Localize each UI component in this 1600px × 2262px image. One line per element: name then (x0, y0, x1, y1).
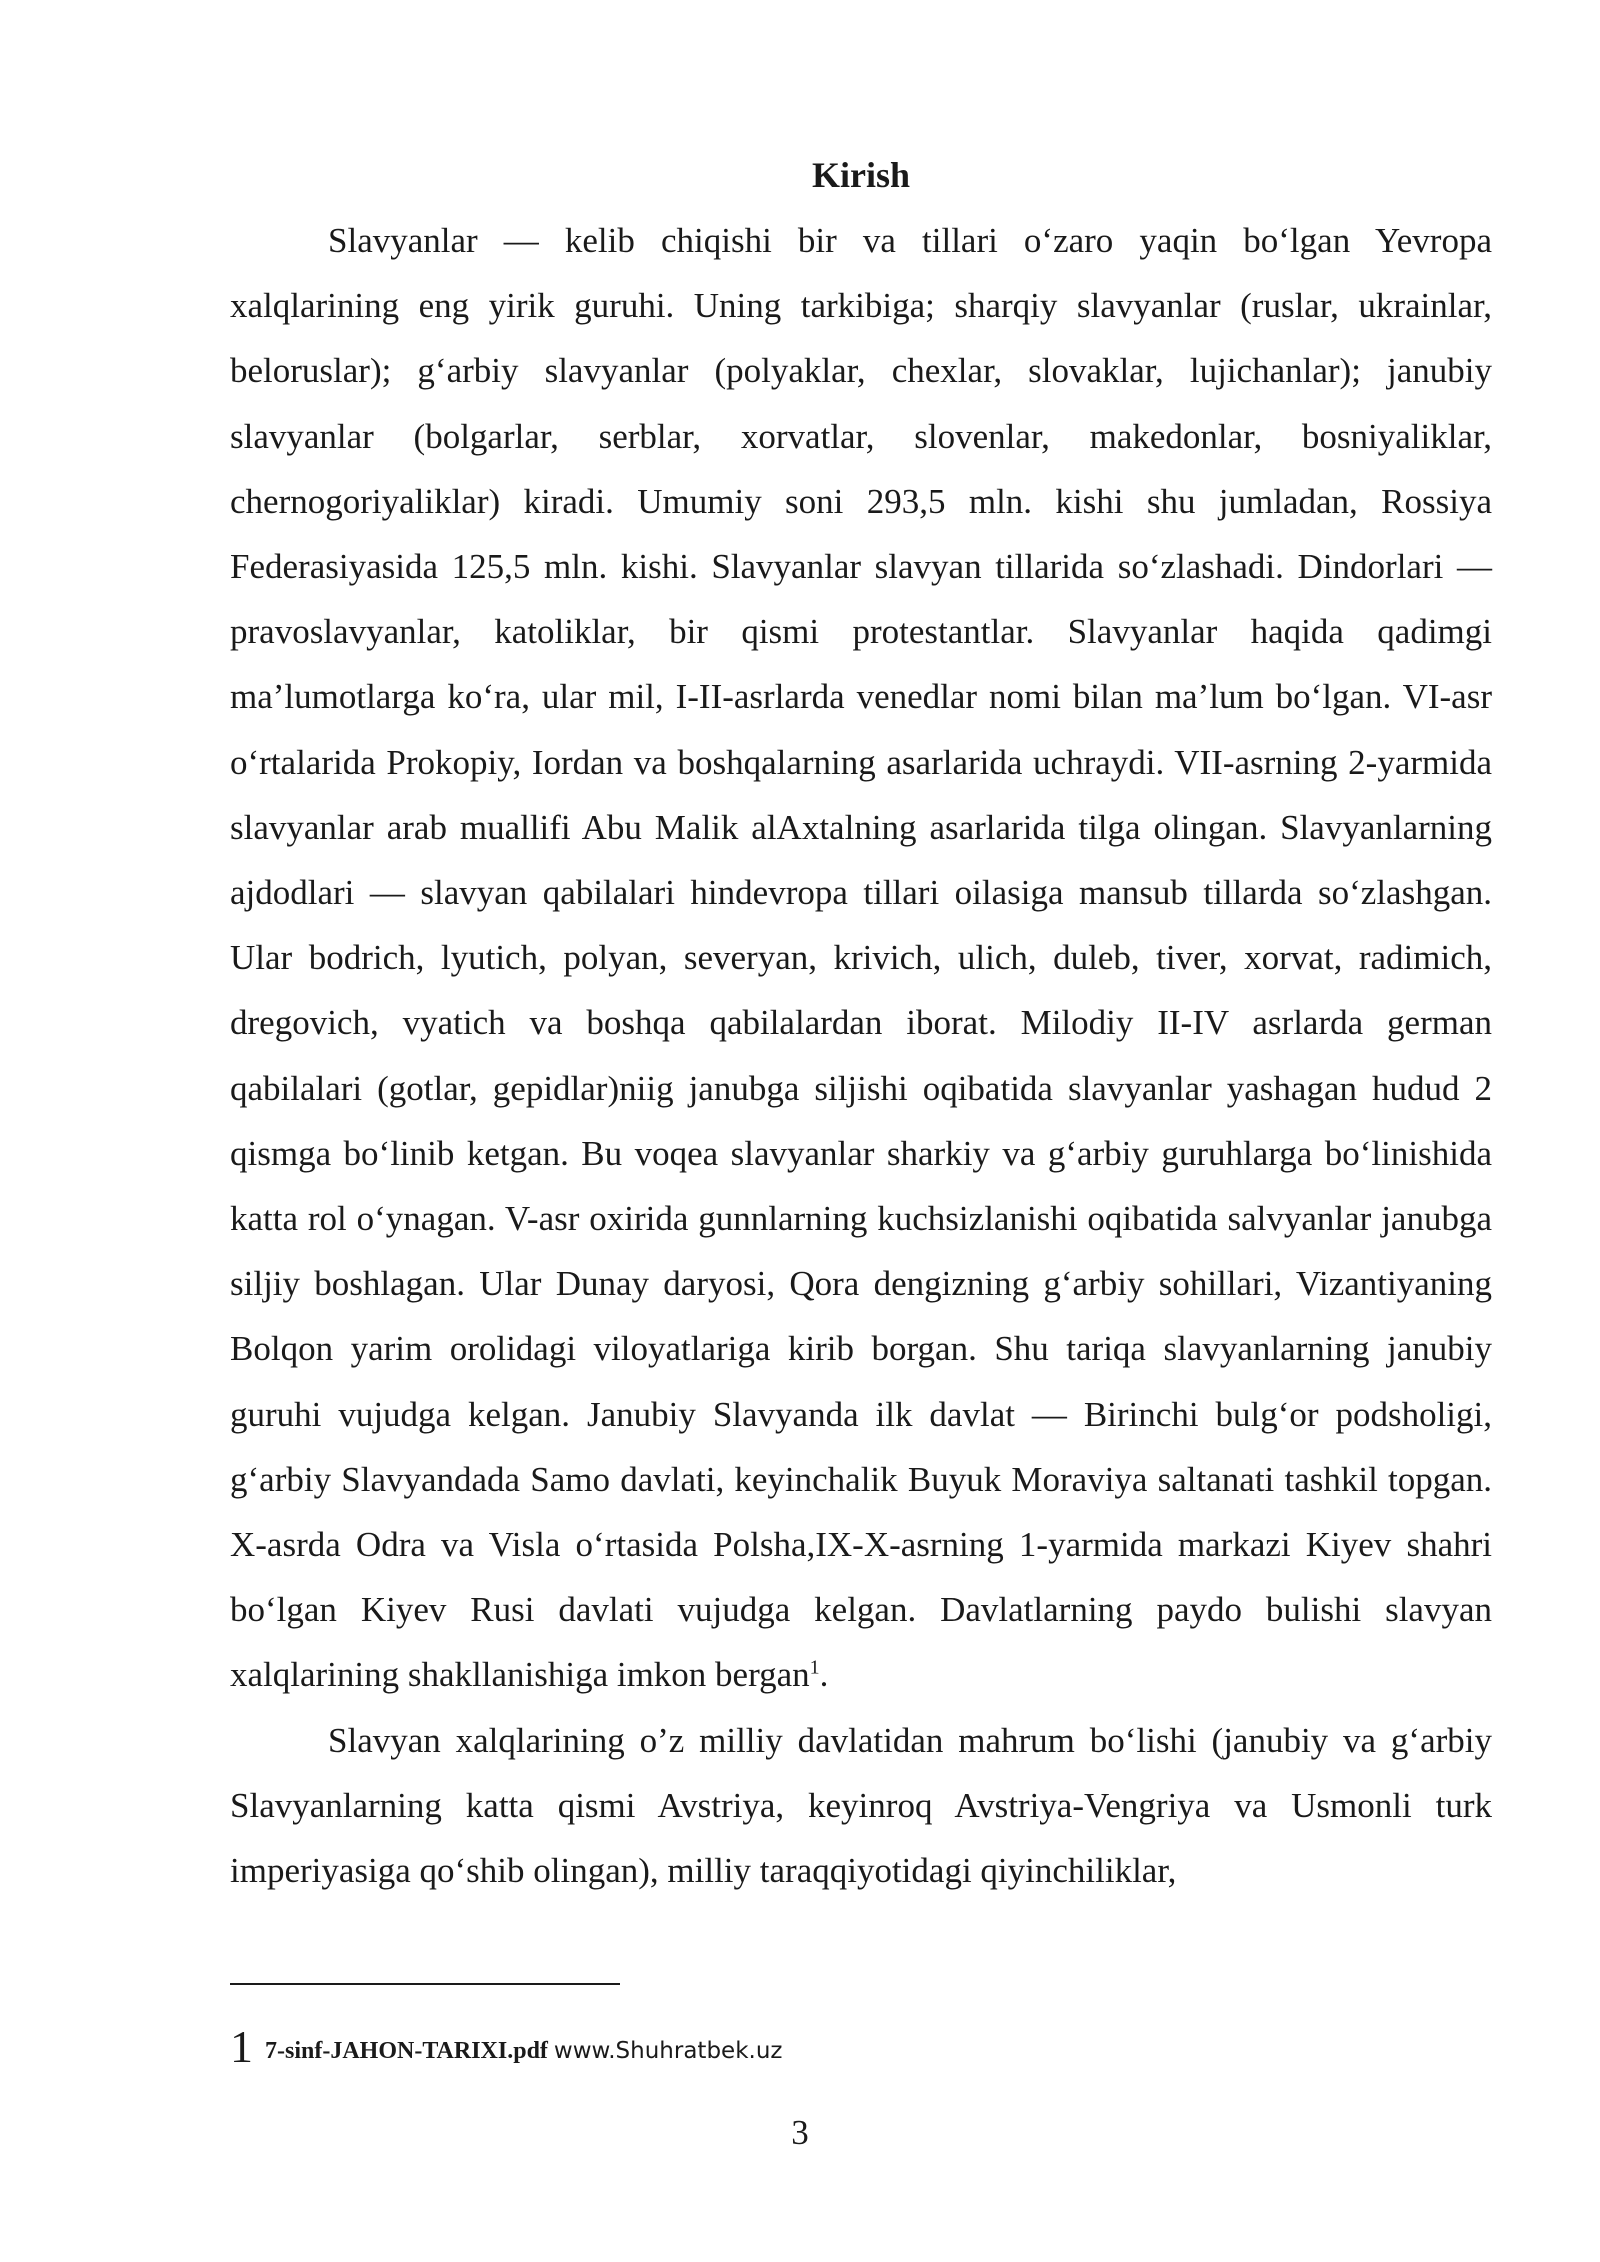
footnote-number: 1 (230, 2021, 253, 2072)
page-number: 3 (791, 2113, 809, 2152)
footnote-reference[interactable]: 1 (809, 1656, 820, 1679)
footnote-separator (230, 1983, 620, 1985)
page-title: Kirish (811, 155, 910, 195)
footnote-file-name: 7-sinf-JAHON-TARIXI.pdf (265, 2038, 548, 2064)
page-content (230, 150, 1492, 1903)
paragraph-1-end: . (819, 1655, 829, 1695)
footnote-website[interactable]: www.Shuhratbek.uz (553, 2038, 783, 2064)
paragraph-2: Slavyan xalqlarining o’z milliy davlatidan mahrum bo‘lishi (janubiy va g‘arbiy Slavyanlarning katta qismi Avstriya, keyinroq Avstriya-Vengriya va Usmonli turk imperiyasiga qo‘shib olingan), milliy taraqqiyotidagi qiyinchiliklar, (230, 1720, 1492, 1891)
footnote (230, 2022, 1492, 2076)
paragraph-1 (230, 208, 1492, 1708)
paragraph-1-text: Slavyanlar — kelib chiqishi bir va tillari o‘zaro yaqin bo‘lgan Yevropa xalqlarining eng yirik guruhi. Uning tarkibiga; sharqiy slavyanlar (ruslar, ukrainlar, beloruslar); g‘arbiy slavyanlar (polyaklar, chexlar, slovaklar, lujichanlar); janubiy slavyanlar (bolgarlar, serblar, xorvatlar, slovenlar, makedonlar, bosniyaliklar, chernogoriyaliklar) kiradi. Umumiy soni 293,5 mln. kishi shu jumladan, Rossiya Federasiyasida 125,5 mln. kishi. Slavyanlar slavyan tillarida so‘zlashadi. Dindorlari — pravoslavyanlar, katoliklar, bir qismi protestantlar. Slavyanlar haqida qadimgi ma’lumotlarga ko‘ra, ular mil, I-II-asrlarda venedlar nomi bilan ma’lum bo‘lgan. VI-asr o‘rtalarida Prokopiy, Iordan va boshqalarning asarlarida uchraydi. VII-asrning 2-yarmida slavyanlar arab muallifi Abu Malik alAxtalning asarlarida tilga olingan. Slavyanlarning ajdodlari — slavyan qabilalari hindevropa tillari oilasiga mansub tillarda so‘zlashgan. Ular bodrich, lyutich, polyan, severyan, krivich, ulich, duleb, tiver, xorvat, radimich, dregovich, vyatich va boshqa qabilalardan iborat. Milodiy II-IV asrlarda german qabilalari (gotlar, gepidlar)niig janubga siljishi oqibatida slavyanlar yashagan hudud 2 qismga bo‘linib ketgan. Bu voqea slavyanlar sharkiy va g‘arbiy guruhlarga bo‘linishida katta rol o‘ynagan. V-asr oxirida gunnlarning kuchsizlanishi oqibatida salvyanlar janubga siljiy boshlagan. Ular Dunay daryosi, Qora dengizning g‘arbiy sohillari, Vizantiyaning Bolqon yarim orolidagi viloyatlariga kirib borgan. Shu tariqa slavyanlarning janubiy guruhi vujudga kelgan. Janubiy Slavyanda ilk davlat — Birinchi bulg‘or podsholigi, g‘arbiy Slavyandada Samo davlati, keyinchalik Buyuk Moraviya saltanati tashkil topgan. X-asrda Odra va Visla o‘rtasida Polsha,IX-X-asrning 1-yarmida markazi Kiyev shahri bo‘lgan Kiyev Rusi davlati vujudga kelgan. Davlatlarning paydo bulishi slavyan xalqlarining shakllanishiga imkon bergan (230, 221, 1492, 1695)
